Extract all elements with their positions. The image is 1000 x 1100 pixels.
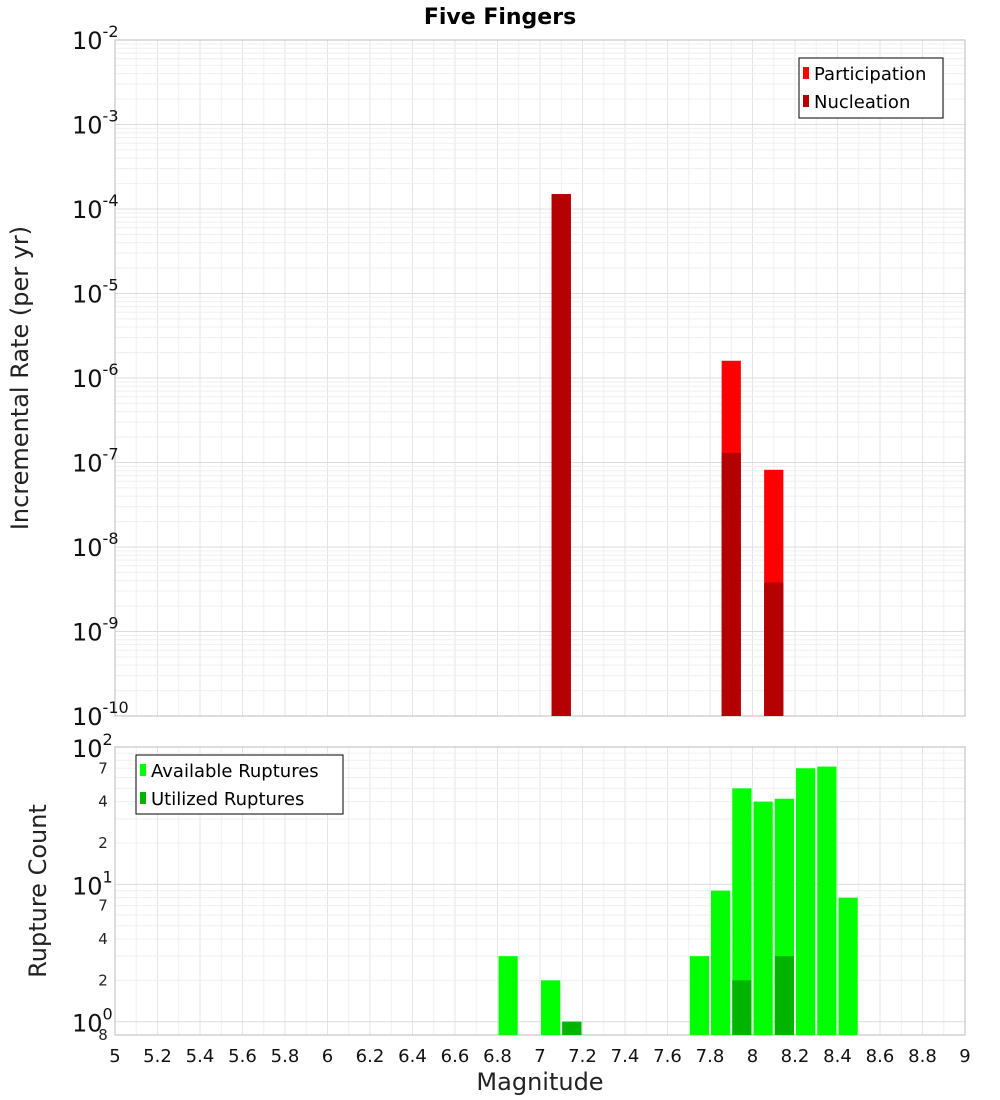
bottom-y-ticks	[72, 730, 113, 1044]
x-tick-label: 6.2	[355, 1046, 385, 1067]
legend-label-participation: Participation	[814, 64, 927, 85]
bar-utilized-ruptures	[775, 956, 794, 1035]
bar-nucleation	[552, 194, 571, 716]
top-legend	[799, 58, 943, 118]
legend-swatch-nucleation	[803, 95, 809, 107]
bar-available-ruptures	[839, 898, 858, 1035]
bottom-bars	[499, 767, 858, 1035]
top-y-axis-label: Incremental Rate (per yr)	[6, 225, 34, 531]
x-tick-label: 7	[534, 1046, 546, 1067]
x-axis-ticks	[109, 1046, 970, 1067]
bar-available-ruptures	[817, 767, 836, 1035]
bar-available-ruptures	[690, 956, 709, 1035]
top-y-tick-label: 10-8	[72, 529, 119, 562]
legend-label-available-ruptures: Available Ruptures	[151, 761, 319, 782]
x-tick-label: 8.8	[908, 1046, 937, 1067]
bar-nucleation	[722, 453, 741, 716]
bottom-y-minor-tick-label: 2	[98, 971, 108, 990]
bar-available-ruptures	[754, 802, 773, 1035]
bottom-plot-panel	[24, 730, 971, 1096]
legend-label-nucleation: Nucleation	[814, 92, 911, 113]
x-tick-label: 6	[321, 1046, 334, 1067]
x-tick-label: 8.2	[780, 1046, 810, 1067]
bar-available-ruptures	[499, 956, 518, 1035]
x-tick-label: 9	[959, 1046, 971, 1067]
bottom-legend	[136, 755, 343, 814]
top-y-tick-label: 10-7	[72, 444, 119, 478]
bottom-y-minor-tick-label: 7	[98, 896, 108, 915]
top-y-tick-label: 10-3	[72, 106, 119, 140]
legend-swatch-participation	[803, 67, 809, 79]
bar-utilized-ruptures	[732, 980, 751, 1035]
top-y-tick-label: 10-6	[72, 360, 119, 393]
top-grid	[115, 40, 965, 716]
top-y-tick-label: 10-9	[72, 613, 119, 647]
bar-available-ruptures	[711, 891, 730, 1035]
x-tick-label: 5.8	[270, 1046, 300, 1067]
bottom-y-minor-tick-label: 7	[98, 759, 108, 778]
x-tick-label: 7.4	[610, 1046, 640, 1067]
bar-utilized-ruptures	[562, 1022, 581, 1035]
x-tick-label: 8	[746, 1046, 759, 1067]
x-tick-label: 5.6	[228, 1046, 257, 1067]
x-axis-label: Magnitude	[476, 1068, 604, 1096]
x-tick-label: 5.4	[185, 1046, 215, 1067]
bottom-y-minor-tick-label: 4	[98, 930, 108, 948]
bottom-y-tick-label: 101	[72, 867, 113, 901]
x-tick-label: 6.4	[398, 1046, 427, 1067]
x-tick-label: 6.8	[483, 1046, 512, 1067]
bottom-y-axis-label: Rupture Count	[24, 804, 52, 978]
bottom-y-tick-label: 100	[72, 1004, 113, 1038]
x-tick-label: 7.2	[568, 1046, 597, 1067]
bar-available-ruptures	[796, 768, 815, 1035]
x-tick-label: 7.6	[653, 1046, 682, 1067]
x-tick-label: 7.8	[695, 1046, 725, 1067]
top-plot-panel	[6, 22, 965, 731]
bottom-y-minor-tick-label: 4	[98, 792, 108, 811]
top-y-tick-label: 10-5	[72, 275, 119, 309]
bottom-y-tick-label: 102	[72, 730, 113, 763]
bar-available-ruptures	[541, 980, 560, 1035]
top-y-tick-label: 10-10	[72, 698, 129, 731]
x-tick-label: 5.2	[143, 1046, 172, 1067]
legend-swatch-utilized-ruptures	[140, 792, 146, 804]
top-y-tick-label: 10-4	[72, 191, 119, 224]
x-tick-label: 5	[109, 1046, 121, 1067]
x-tick-label: 8.4	[823, 1046, 852, 1067]
x-tick-label: 8.6	[865, 1046, 895, 1067]
bottom-y-minor-tick-label: 8	[98, 1026, 108, 1044]
top-y-tick-label: 10-2	[72, 22, 119, 55]
legend-swatch-available-ruptures	[140, 764, 146, 776]
legend-label-utilized-ruptures: Utilized Ruptures	[151, 789, 305, 810]
x-tick-label: 6.6	[440, 1046, 470, 1067]
bottom-y-minor-tick-label: 2	[98, 834, 108, 852]
bar-nucleation	[764, 583, 783, 716]
chart-title: Five Fingers	[423, 5, 577, 30]
